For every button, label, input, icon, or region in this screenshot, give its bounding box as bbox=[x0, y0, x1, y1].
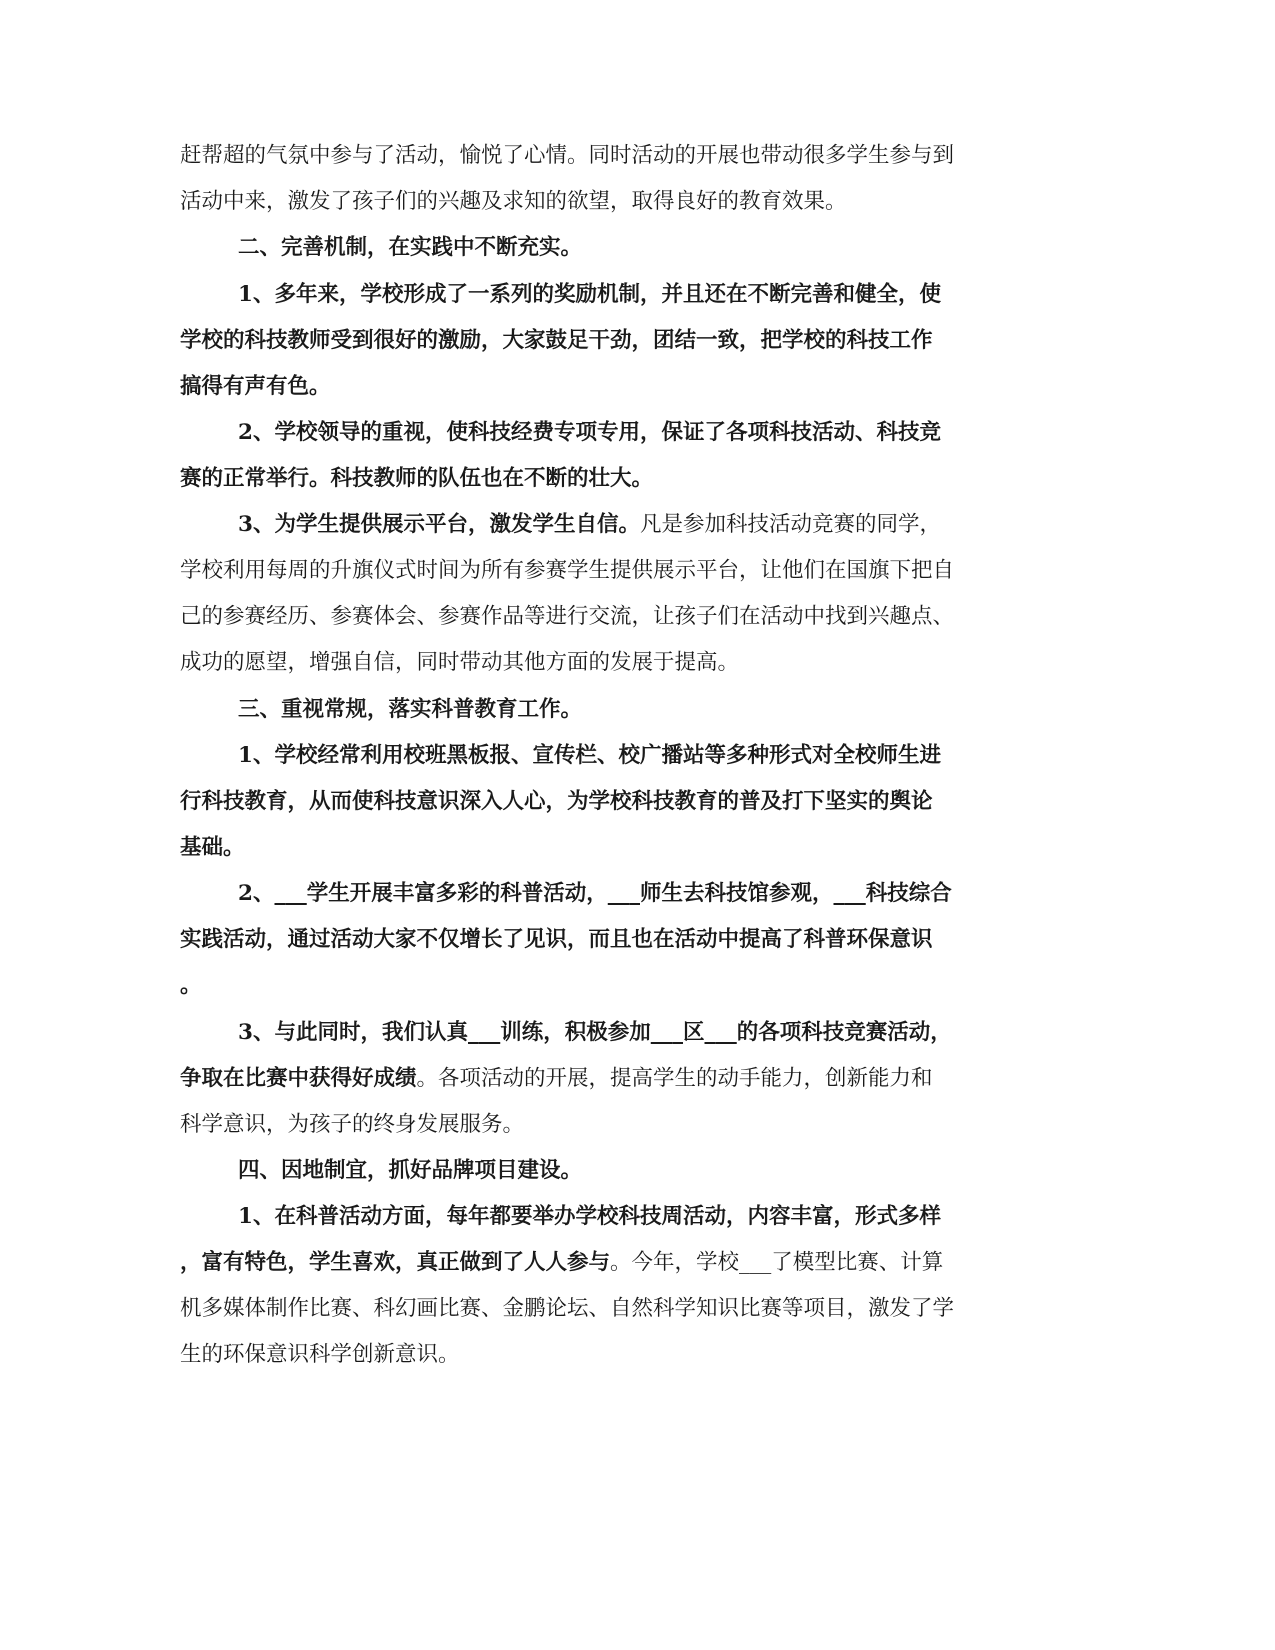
paragraph-line: 1、多年来，学校形成了一系列的奖励机制，并且还在不断完善和健全，使 bbox=[238, 282, 941, 307]
section-heading-4: 四、因地制宜，抓好品牌项目建设。 bbox=[238, 1158, 583, 1183]
normal-text: 。今年，学校___了模型比赛、计算 bbox=[610, 1250, 944, 1275]
bold-text: 争取在比赛中获得好成绩 bbox=[180, 1066, 417, 1091]
paragraph-line: 机多媒体制作比赛、科幻画比赛、金鹏论坛、自然科学知识比赛等项目，激发了学 bbox=[180, 1296, 955, 1321]
normal-text: 。各项活动的开展，提高学生的动手能力，创新能力和 bbox=[416, 1066, 933, 1091]
paragraph-line: 实践活动，通过活动大家不仅增长了见识，而且也在活动中提高了科普环保意识 bbox=[180, 927, 933, 952]
paragraph-line: 1、学校经常利用校班黑板报、宣传栏、校广播站等多种形式对全校师生进 bbox=[238, 743, 941, 768]
paragraph-line: 成功的愿望，增强自信，同时带动其他方面的发展于提高。 bbox=[180, 650, 740, 675]
paragraph-line: 赶帮超的气氛中参与了活动，愉悦了心情。同时活动的开展也带动很多学生参与到 bbox=[180, 143, 955, 168]
paragraph-line: 2、___学生开展丰富多彩的科普活动，___师生去科技馆参观，___科技综合 bbox=[238, 881, 952, 906]
paragraph-line: 学校利用每周的升旗仪式时间为所有参赛学生提供展示平台，让他们在国旗下把自 bbox=[180, 558, 955, 583]
normal-text: 凡是参加科技活动竞赛的同学， bbox=[639, 512, 941, 537]
bold-text: 3、为学生提供展示平台，激发学生自信。 bbox=[238, 512, 640, 537]
paragraph-line: 生的环保意识科学创新意识。 bbox=[180, 1342, 460, 1367]
bold-text: ，富有特色，学生喜欢，真正做到了人人参与 bbox=[180, 1250, 611, 1275]
paragraph-line: 搞得有声有色。 bbox=[180, 374, 331, 399]
section-heading-3: 三、重视常规，落实科普教育工作。 bbox=[238, 697, 583, 722]
paragraph-line: 己的参赛经历、参赛体会、参赛作品等进行交流，让孩子们在活动中找到兴趣点、 bbox=[180, 604, 955, 629]
paragraph-line: 学校的科技教师受到很好的激励，大家鼓足干劲，团结一致，把学校的科技工作 bbox=[180, 328, 933, 353]
paragraph-line bbox=[180, 1064, 933, 1094]
paragraph-line: 活动中来，激发了孩子们的兴趣及求知的欲望，取得良好的教育效果。 bbox=[180, 189, 847, 214]
paragraph-line: 赛的正常举行。科技教师的队伍也在不断的壮大。 bbox=[180, 466, 654, 491]
paragraph-line bbox=[180, 1248, 943, 1278]
paragraph-line bbox=[238, 510, 941, 540]
paragraph-line: 基础。 bbox=[180, 835, 245, 860]
paragraph-line: 科学意识，为孩子的终身发展服务。 bbox=[180, 1112, 525, 1137]
section-heading-2: 二、完善机制，在实践中不断充实。 bbox=[238, 235, 583, 260]
paragraph-line: 2、学校领导的重视，使科技经费专项专用，保证了各项科技活动、科技竞 bbox=[238, 420, 941, 445]
paragraph-line: 行科技教育，从而使科技意识深入人心，为学校科技教育的普及打下坚实的舆论 bbox=[180, 789, 933, 814]
paragraph-line: 1、在科普活动方面，每年都要举办学校科技周活动，内容丰富，形式多样 bbox=[238, 1204, 941, 1229]
paragraph-line: 。 bbox=[180, 973, 202, 998]
paragraph-line: 3、与此同时，我们认真___训练，积极参加___区___的各项科技竞赛活动， bbox=[238, 1020, 952, 1045]
